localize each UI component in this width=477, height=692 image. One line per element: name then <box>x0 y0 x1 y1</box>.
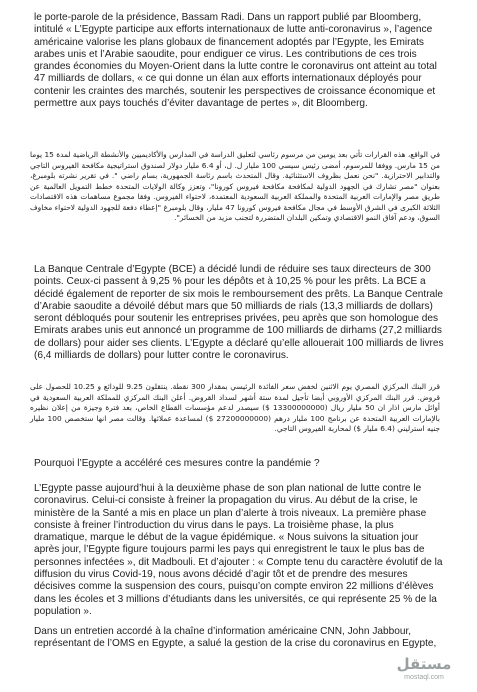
paragraph-arabic-translation-2: قرر البنك المركزي المصري يوم الاثنين لخفض سعر الفائدة الرئيسي بمقدار 300 نقطة. ينتقلون 9.25 للودائع و 10.25 للحصول على قروض. قرر البنك المركزي الأوروبي أيضا تأجيل لمدة ستة أشهر لسداد القروض. أعلن البنك المركزي للمملكة العربية السعودية في أوائل مارس اذار ان 50 مليار ريال (13300000000 $) سيصدر لدعم مؤسسات القطاع الخاص، بعد فترة وجيزة من إعلان نظيره بالإمارات العربية المتحدة عن برنامج 100 مليار درهم (27200000000 $) لمساعدة عملائها. وقالت مصر انها ستخصص 100 مليار جنيه استرليني (6.4 مليار $) لمحاربة الفيروس التاجي. <box>30 382 441 433</box>
paragraph-national-plan: L’Egypte passe aujourd’hui à la deuxième phase de son plan national de lutte contre le coronavirus. Celui-ci consiste à freiner la propagation du virus. Au début de la crise, le ministère de la Santé a mis en place un plan d’alerte à trois niveaux. La première phase consiste à freiner l’introduction du virus dans le pays. La troisième phase, la plus dramatique, marque le début de la vague épidémique. « Nous suivons la situation jour après jour, l’Egypte figure toujours parmi les pays qui enregistrent le taux le plus bas de personnes infectées », dit Madbouli. Et d’ajouter : « Compte tenu du caractère évolutif de la diffusion du virus Covid-19, nous avons décidé d’agir tôt et de prendre des mesures décisives comme la suspension des cours, puisqu’on compte environ 22 millions d’élèves dans les écoles et 3 millions d’étudiants dans les universités, ce qui représente 25 % de la population ». <box>34 483 443 617</box>
section-question-heading: Pourquoi l’Egypte a accéléré ces mesures contre la pandémie ? <box>34 458 320 469</box>
watermark-logo-text: مستقل <box>396 655 452 673</box>
watermark-site-text: mostaql.com <box>404 674 444 681</box>
mostaql-watermark-logo <box>388 656 460 686</box>
paragraph-bloomberg-report: le porte-parole de la présidence, Bassam Radi. Dans un rapport publié par Bloomberg, intitulé « L’Egypte participe aux efforts internationaux de lutte anti-coronavirus », l’agence américaine valorise les plans globaux de financement adoptés par l’Egypte, les Emirats arabes unis et l’Arabie saoudite, pour endiguer ce virus. Les contributions de ces trois grandes économies du Moyen-Orient dans la lutte contre le coronavirus ont atteint au total 47 milliards de dollars, « ce qui donne un élan aux efforts internationaux déployés pour contenir les craintes des marchés, soutenir les perspectives de croissance économique et permettre aux pays touchés d’éviter davantage de pertes », dit Bloomberg. <box>34 12 437 110</box>
paragraph-central-bank-rates: La Banque Centrale d’Egypte (BCE) a décidé lundi de réduire ses taux directeurs de 300 points. Ceux-ci passent à 9,25 % pour les dépôts et à 10,25 % pour les prêts. La BCE a décidé également de reporter de six mois le remboursement des prêts. La Banque Centrale d’Arabie saoudite a dévoilé début mars que 50 milliards de rials (13,3 milliards de dollars) seront débloqués pour soutenir les entreprises privées, peu après que son homologue des Emirats arabes unis eut annoncé un programme de 100 milliards de dirhams (27,2 milliards de dollars) pour aider ses clients. L’Egypte a déclaré qu’elle allouerait 100 milliards de livres (6,4 milliards de dollars) pour lutter contre le coronavirus. <box>34 264 444 362</box>
paragraph-who-interview: Dans un entretien accordé à la chaîne d’information américaine CNN, John Jabbour, représentant de l’OMS en Egypte, a salué la gestion de la crise du coronavirus en Egypte, <box>34 626 437 650</box>
paragraph-arabic-translation-1: في الواقع، هذه القرارات تأتي بعد يومين من مرسوم رئاسي لتعليق الدراسة في المدارس والأكاديميين والأنشطة الرياضية لمدة 15 يوما من 15 مارس. ووفقا للمرسوم، أمضى رئيس سيسي 100 مليار ل. ل، أو 6.4 مليار دولار لصندوق استراتيجية مكافحة الفيروس التاجي والتدابير الاحترازية. "نحن نعمل بظروف الاستثنائية. وقال المتحدث باسم رئاسة الجمهورية، بسام راضي ". في تقرير نشرته بلومبرغ، بعنوان "مصر تشارك في الجهود الدولية لمكافحة مكافحة فيروس كورونا"، وتعزز وكالة الولايات المتحدة خطط التمويل العالمية عن طريق مصر والإمارات العربية المتحدة والمملكة العربية السعودية المعتمدة، لاحتواء الفيروس. وفقا مجموع مساهمات هذه الاقتصادات الثلاثة الكبرى في الشرق الأوسط في مجال مكافحة فيروس كورونا 47 مليار، وقال بلومبرغ "إعطاء دفعة للجهود الدولية لاحتواء مخاوف السوق، ودعم آفاق النمو الاقتصادي وتمكين البلدان المتضررة لتجنب مزيد من الخسائر". <box>30 150 441 222</box>
